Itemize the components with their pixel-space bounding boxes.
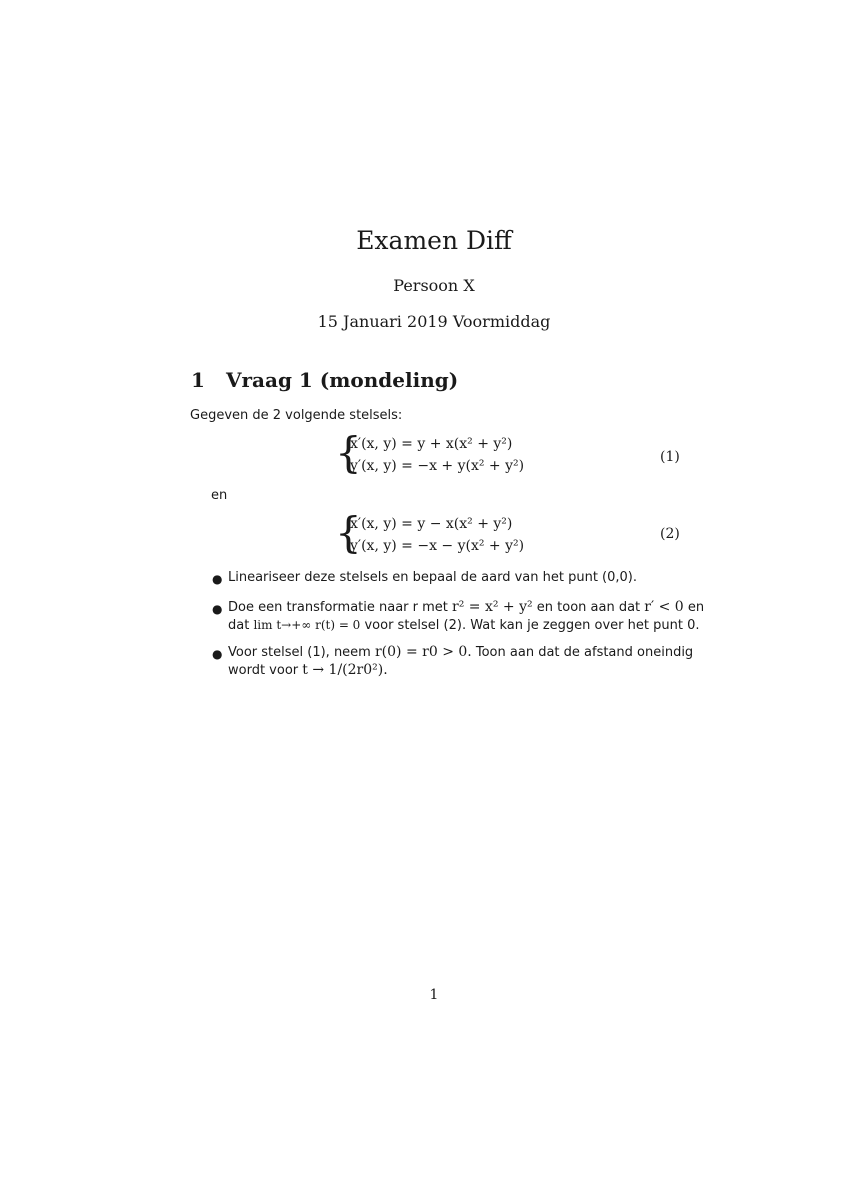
system1-line2: y′(x, y) = −x + y(x² + y²) (350, 458, 525, 474)
list-item: Lineariseer deze stelsels en bepaal de aard van het punt (0,0). (228, 570, 638, 585)
system2-line1: x′(x, y) = y − x(x² + y²) (350, 516, 513, 532)
intro-text: Gegeven de 2 volgende stelsels: (190, 408, 403, 423)
item2-math-c: lim t→+∞ r(t) = 0 (253, 618, 361, 632)
item2-text-b: en toon aan dat (536, 600, 641, 615)
bullet-icon: ● (212, 572, 223, 586)
equation-number-1: (1) (660, 449, 680, 465)
document-title: Examen Diff (356, 226, 512, 255)
system1-line1: x′(x, y) = y + x(x² + y²) (350, 436, 513, 452)
item3-text-b: Toon aan dat de afstand oneindig (475, 645, 694, 660)
section-number: 1 (191, 368, 205, 392)
item2-math-b: r′ < 0 (644, 599, 684, 615)
item3-text-c: wordt voor (228, 663, 299, 678)
item3-math-a: r(0) = r0 > 0. (374, 644, 472, 660)
item2-text-d: dat (228, 618, 250, 633)
item2-math-a: r² = x² + y² (452, 599, 533, 615)
bullet-icon: ● (212, 647, 223, 661)
document-author: Persoon X (393, 276, 475, 295)
item3-math-b: t → 1/(2r0²). (302, 662, 388, 678)
left-brace-icon: { (335, 428, 362, 477)
item2-text-c: en (687, 600, 705, 615)
item2-text-a: Doe een transformatie naar r met (228, 600, 448, 615)
left-brace-icon: { (335, 508, 362, 557)
bullet-icon: ● (212, 602, 223, 616)
item2-text-e: voor stelsel (2). Wat kan je zeggen over het punt 0. (364, 618, 700, 633)
list-item-continued (228, 618, 699, 633)
item3-text-a: Voor stelsel (1), neem (228, 645, 371, 660)
system2-line2: y′(x, y) = −x − y(x² + y²) (350, 538, 525, 554)
document-date: 15 Januari 2019 Voormiddag (317, 312, 551, 331)
list-item-continued (228, 662, 388, 678)
section-title: Vraag 1 (mondeling) (226, 368, 459, 392)
equation-number-2: (2) (660, 526, 680, 542)
page-number: 1 (429, 987, 439, 1003)
connector-text: en (211, 488, 228, 503)
list-item (228, 644, 693, 660)
list-item (228, 599, 704, 615)
